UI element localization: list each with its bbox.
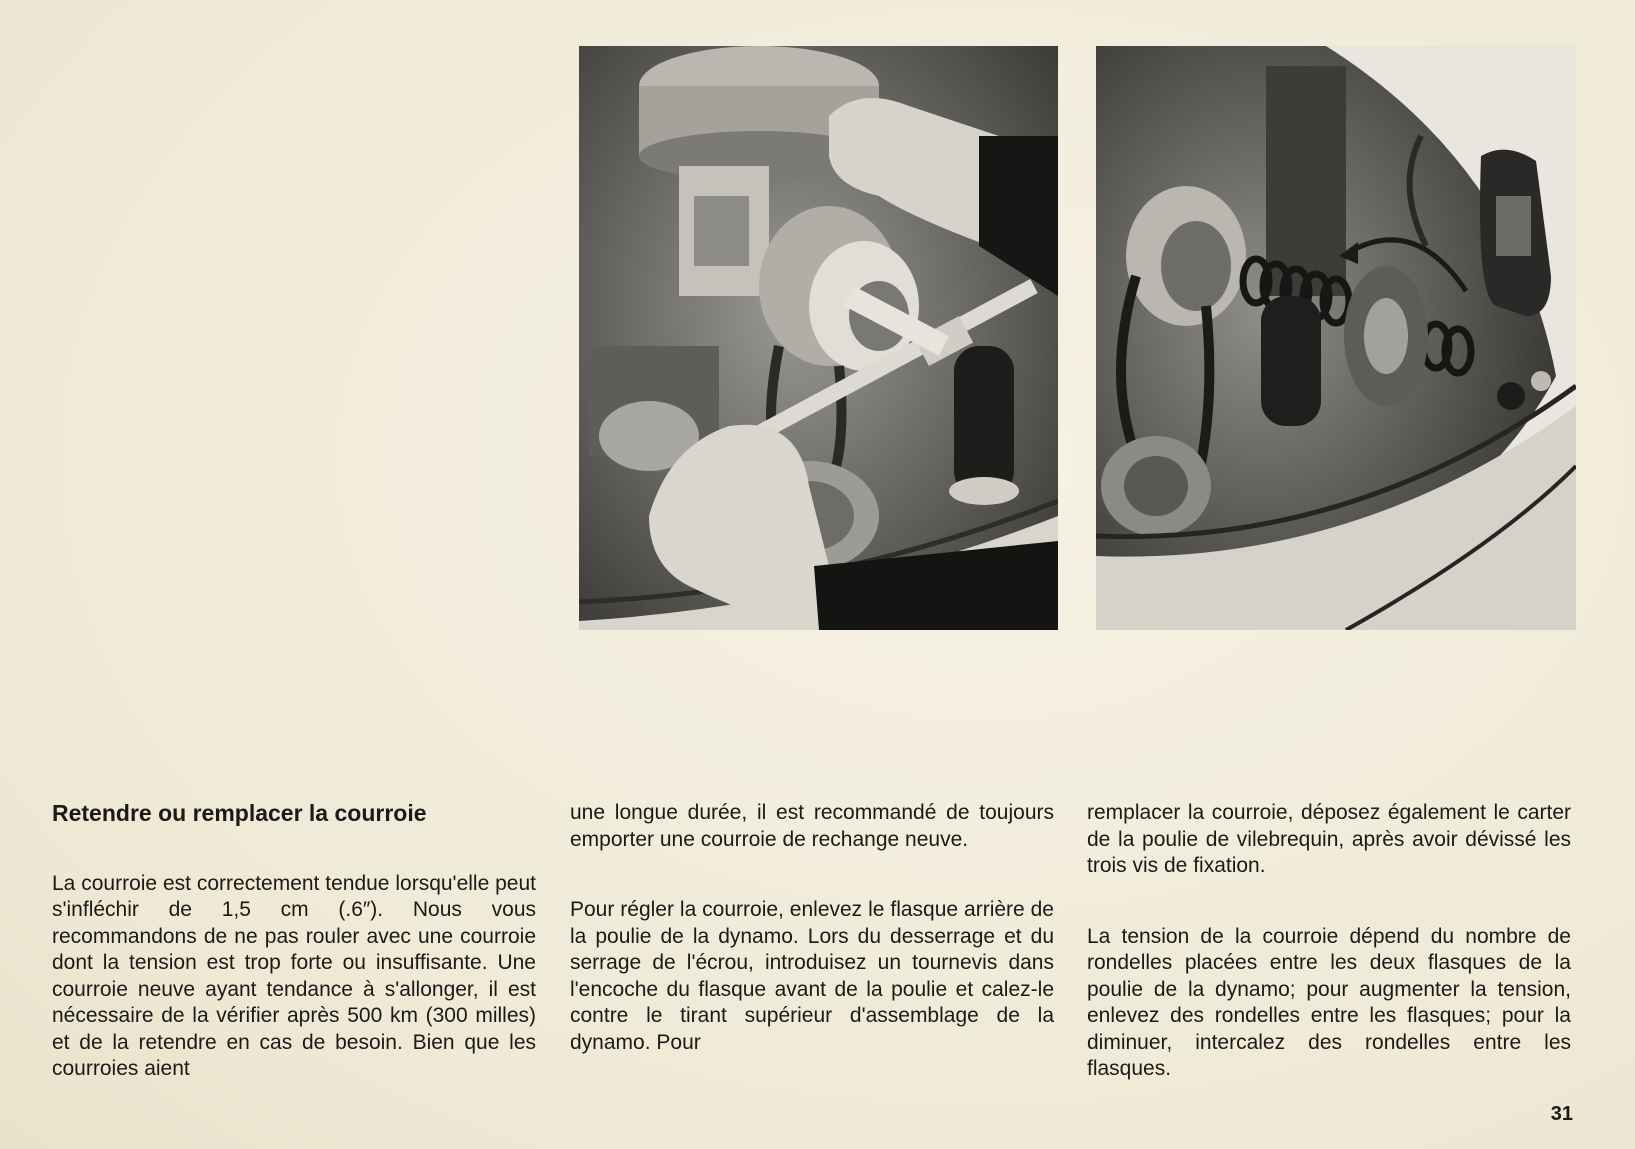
- section-heading: Retendre ou remplacer la courroie: [52, 800, 427, 826]
- paragraph: La tension de la courroie dépend du nombre de rondelles placées entre les deux flasques de la poulie de la dynamo; pour augmenter la tension, enlevez des rondelles entre les flasques; pour la diminuer, intercalez des rondelles entre les flasques.: [1087, 924, 1571, 1080]
- paragraph: remplacer la courroie, déposez également le carter de la poulie de vilebrequin, après avoir dévissé les trois vis de fixation.: [1087, 801, 1571, 877]
- paragraph: La courroie est correctement tendue lorsqu'elle peut s'infléchir de 1,5 cm (.6″). Nous vous recommandons de ne pas rouler avec une courroie dont la tension est trop forte ou insuffisante. Une courroie neuve ayant tendance à s'allonger, il est nécessaire de la vérifier après 500 km (300 milles) et de la retendre en cas de besoin. Bien que les courroies aient: [52, 871, 536, 1080]
- paragraph: Pour régler la courroie, enlevez le flasque arrière de la poulie de la dynamo. Lors du desserrage et du serrage de l'écrou, introduisez un tournevis dans l'encoche du flasque avant de la poulie et calez-le contre le tirant supérieur d'assemblage de la dynamo. Pour: [570, 898, 1054, 1054]
- text-column-2: [570, 800, 1054, 1056]
- engine-photo-washers: [1096, 46, 1576, 630]
- paragraph: une longue durée, il est recommandé de toujours emporter une courroie de rechange neuve.: [570, 801, 1054, 851]
- text-column-1: [52, 800, 536, 1083]
- text-column-3: [1087, 800, 1571, 1083]
- page-number: 31: [1550, 1103, 1573, 1125]
- engine-photo-wrench: [579, 46, 1058, 630]
